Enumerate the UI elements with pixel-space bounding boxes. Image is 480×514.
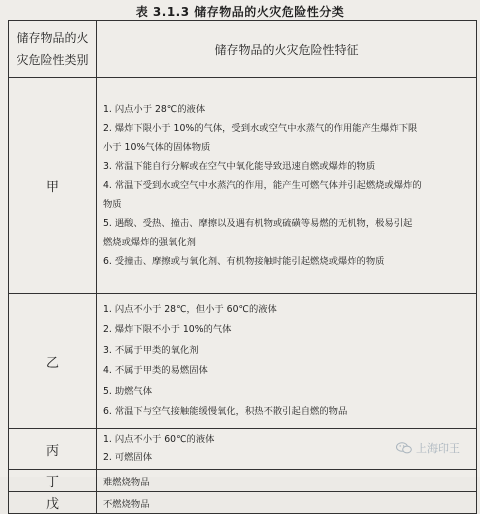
table-title: 表 3.1.3 储存物品的火灾危险性分类 bbox=[135, 5, 345, 19]
list-item: 5. 助燃气体 bbox=[103, 385, 153, 397]
characteristics-cell: 难燃烧物品 bbox=[97, 470, 477, 492]
category-cell: 戊 bbox=[9, 492, 97, 514]
list-item: 3. 不属于甲类的氧化剂 bbox=[103, 344, 199, 356]
list-item: 2. 爆炸下限不小于 10%的气体 bbox=[103, 324, 232, 335]
category-cell: 甲 bbox=[9, 78, 97, 294]
list-item: 小于 10%气体的固体物质 bbox=[103, 142, 211, 153]
list-item: 2. 可燃固体 bbox=[103, 452, 153, 463]
list-item: 4. 常温下受到水或空气中水蒸汽的作用，能产生可燃气体并引起燃烧或爆炸的 bbox=[103, 180, 422, 191]
category-cell: 丁 bbox=[9, 470, 97, 492]
list-item: 6. 常温下与空气接触能缓慢氧化，积热不散引起自燃的物品 bbox=[103, 406, 348, 417]
list-item: 3. 常温下能自行分解或在空气中氧化能导致迅速自燃或爆炸的物质 bbox=[103, 161, 376, 172]
table-row bbox=[9, 294, 477, 429]
characteristics-cell bbox=[97, 78, 477, 294]
category-cell: 丙 bbox=[9, 429, 97, 470]
header-characteristics: 储存物品的火灾危险性特征 bbox=[97, 21, 477, 78]
list-item: 物质 bbox=[103, 199, 122, 210]
list-item: 1. 闪点不小于 28℃，但小于 60℃的液体 bbox=[103, 303, 277, 315]
list-item: 1. 闪点不小于 60℃的液体 bbox=[103, 434, 215, 445]
watermark bbox=[396, 440, 460, 456]
table-row bbox=[9, 492, 477, 514]
list-item: 1. 闪点小于 28℃的液体 bbox=[103, 104, 206, 115]
list-item: 5. 遇酸、受热、撞击、摩擦以及遇有机物或硫磺等易燃的无机物，极易引起 bbox=[103, 218, 413, 229]
table-row bbox=[9, 78, 477, 294]
list-item: 6. 受撞击、摩擦或与氧化剂、有机物接触时能引起燃烧或爆炸的物质 bbox=[103, 256, 385, 267]
characteristics-cell: 不燃烧物品 bbox=[97, 492, 477, 514]
table-header-row bbox=[9, 21, 477, 78]
table-row bbox=[9, 470, 477, 492]
watermark-text: 上海印王 bbox=[416, 442, 460, 455]
characteristics-cell bbox=[97, 294, 477, 429]
wechat-icon bbox=[396, 442, 412, 454]
list-item: 4. 不属于甲类的易燃固体 bbox=[103, 365, 208, 376]
list-item: 燃烧或爆炸的强氧化剂 bbox=[103, 237, 196, 248]
category-cell: 乙 bbox=[9, 294, 97, 429]
header-category-label: 储存物品的火灾危险性类别 bbox=[16, 31, 89, 67]
header-category bbox=[9, 21, 97, 78]
list-item: 2. 爆炸下限小于 10%的气体，受到水或空气中水蒸气的作用能产生爆炸下限 bbox=[103, 123, 418, 134]
